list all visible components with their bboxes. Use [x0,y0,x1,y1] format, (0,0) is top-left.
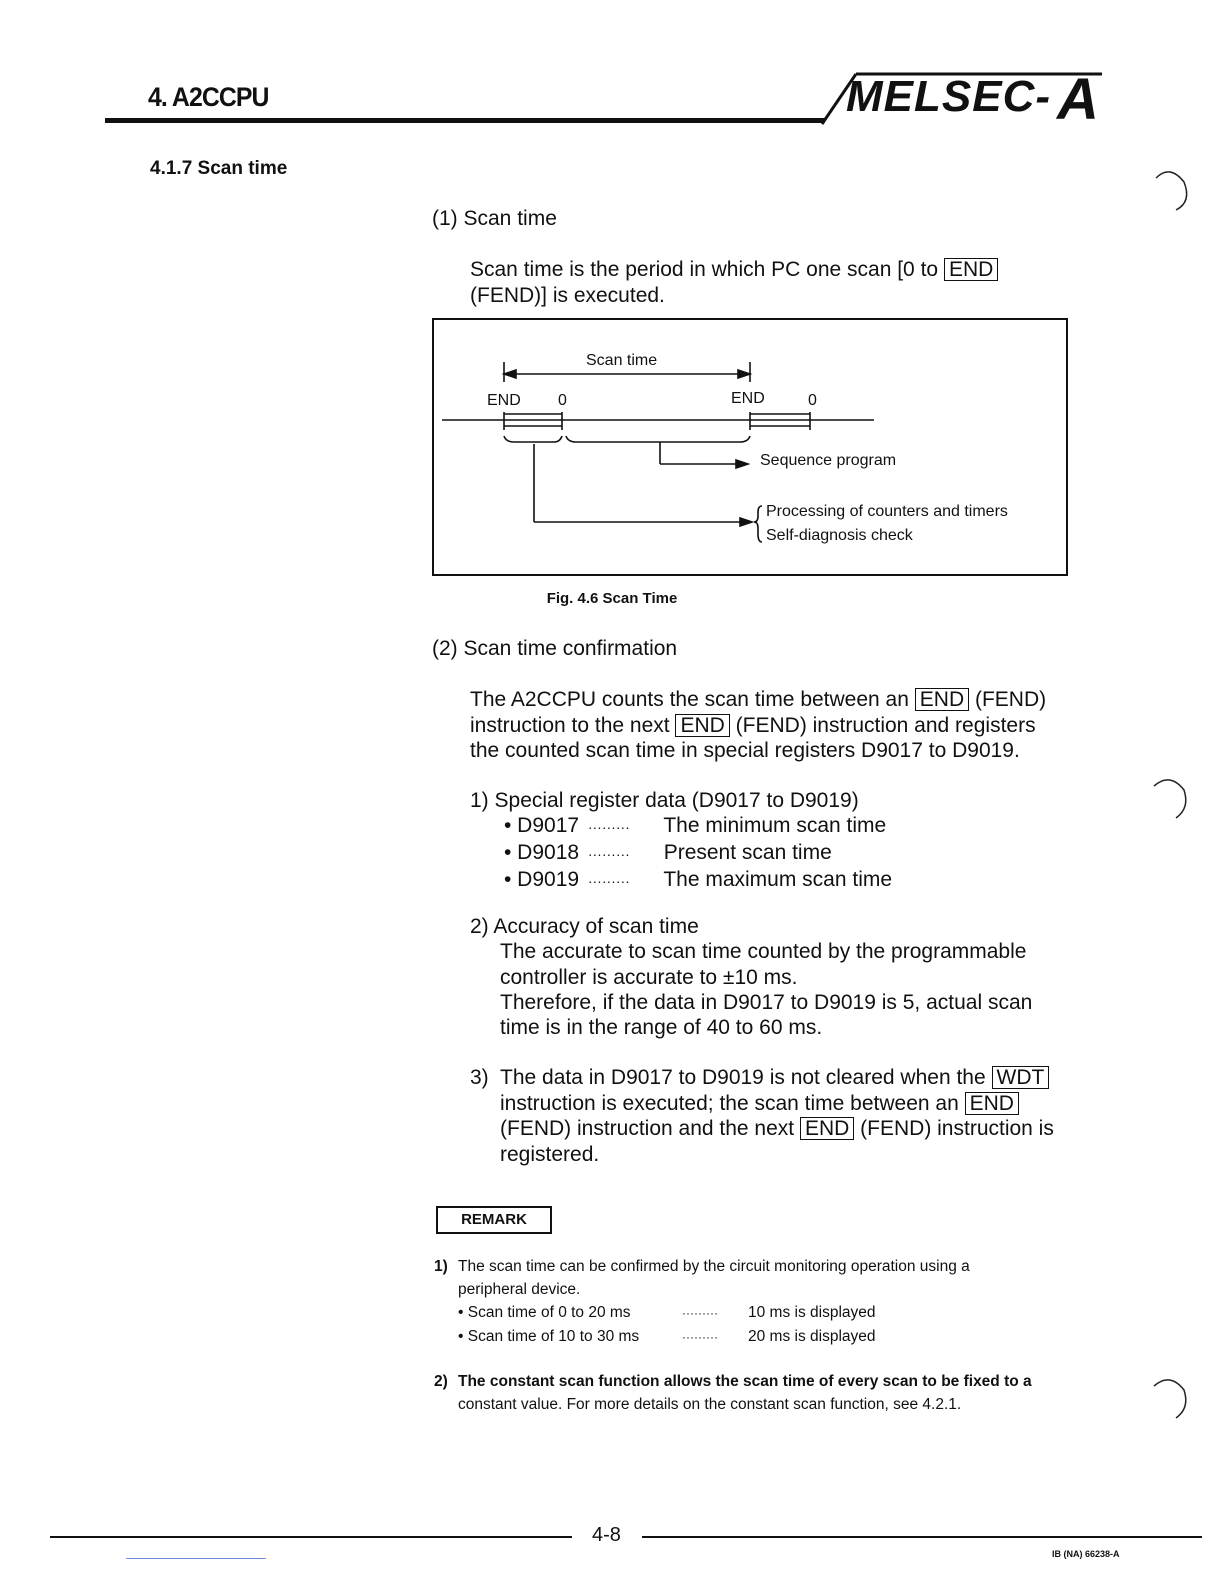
zero-label-1: 0 [558,392,567,409]
binder-hole-icon [1148,774,1194,820]
sub2-line2: controller is accurate to ±10 ms. [500,965,798,989]
logo-a: A [1057,67,1099,132]
remark-bullet-result: 10 ms is displayed [748,1304,876,1321]
register-row [504,840,892,867]
sub3-num: 3) [470,1066,489,1089]
sub3-line3-b: (FEND) instruction is [860,1117,1054,1140]
logo-text: MELSEC- [846,72,1051,121]
sub2-line1: The accurate to scan time counted by the programmable [500,940,1027,964]
part2-line2-a: instruction to the next [470,713,670,737]
part1-paragraph [470,257,1070,308]
sub3-line2: instruction is executed; the scan time between an [500,1091,959,1115]
link-underline [126,1558,266,1559]
part1-title: (1) Scan time [432,207,557,230]
remark-label: REMARK [436,1206,552,1234]
register-row [504,867,892,894]
register-desc: The minimum scan time [663,814,887,837]
remark-bullet-text: • Scan time of 0 to 20 ms [458,1304,631,1321]
leader-dots: ········· [587,819,630,835]
remark-item-num: 2) [434,1373,448,1390]
sub1-title: 1) Special register data (D9017 to D9019) [470,789,859,812]
register-name: • D9019 [504,868,580,891]
binder-hole-icon [1148,1374,1194,1420]
melsec-logo [812,66,1112,132]
wdt-instruction-box: WDT [992,1066,1050,1089]
footer-rule-left [50,1536,572,1538]
part2-title: (2) Scan time confirmation [432,637,678,660]
leader-dots: ········· [682,1330,718,1344]
sub2-line3: Therefore, if the data in D9017 to D9019 is 5, actual scan [500,990,1033,1014]
end-label-1: END [487,392,521,409]
sequence-program-label: Sequence program [760,452,897,469]
sub1-block [470,788,892,894]
end-label-2: END [731,390,765,407]
remark-item-num: 1) [434,1258,448,1275]
part1-text-before: Scan time is the period in which PC one scan [0 to [470,258,939,281]
page-number: 4-8 [592,1524,621,1546]
figure-caption: Fig. 4.6 Scan Time [546,590,678,607]
sub3-block [470,1065,1074,1167]
end-instruction-box: END [800,1117,854,1140]
scan-time-figure [432,318,1068,576]
remark-item1-line1: The scan time can be confirmed by the circuit monitoring operation using a [458,1258,970,1275]
scan-time-label: Scan time [586,352,658,369]
sub2-line4: time is in the range of 40 to 60 ms. [500,1016,823,1040]
binder-hole-icon [1148,168,1194,214]
sub2-block [470,914,1070,1040]
part2-line1-a: The A2CCPU counts the scan time between an [470,688,909,711]
self-diagnosis-label: Self-diagnosis check [766,527,913,544]
register-row [504,813,892,840]
header-rule [105,118,825,123]
section-title: 4.1.7 Scan time [150,158,288,179]
remark-item-1 [434,1255,1074,1349]
zero-label-2: 0 [808,392,817,409]
remark-bullet-result: 20 ms is displayed [748,1328,876,1345]
part2-line3: the counted scan time in special registers D9017 to D9019. [470,739,1020,762]
end-instruction-box: END [965,1092,1019,1115]
register-desc: Present scan time [663,841,832,864]
part2-line1-b: (FEND) [974,688,1047,711]
sub3-line4: registered. [500,1142,600,1166]
footer-rule-right [642,1536,1202,1538]
register-name: • D9017 [504,814,580,837]
end-instruction-box: END [675,714,729,737]
remark-item2-line1: The constant scan function allows the scan time of every scan to be fixed to a [458,1373,1032,1390]
part1-text-after: (FEND)] is executed. [470,283,665,307]
document-code: IB (NA) 66238-A [1052,1549,1120,1559]
remark-item1-line2: peripheral device. [458,1281,581,1298]
part2-line2-b: (FEND) instruction and registers [735,713,1036,737]
sub2-title: 2) Accuracy of scan time [470,915,699,938]
remark-item-2 [434,1370,1074,1416]
remark-bullet [458,1325,1074,1349]
part2-paragraph [470,687,1070,764]
sub3-line1: The data in D9017 to D9019 is not cleared when the [500,1066,986,1089]
remark-bullet [458,1301,1074,1325]
chapter-title: 4. A2CCPU [148,82,269,112]
end-instruction-box: END [915,688,969,711]
scan-time-diagram [434,320,1066,574]
sub3-line3-a: (FEND) instruction and the next [500,1117,795,1140]
register-desc: The maximum scan time [663,868,893,891]
remark-bullet-text: • Scan time of 10 to 30 ms [458,1328,640,1345]
register-name: • D9018 [504,841,580,864]
leader-dots: ········· [587,873,630,889]
leader-dots: ········· [682,1306,718,1320]
end-instruction-box: END [944,258,998,281]
remark-item2-line2: constant value. For more details on the constant scan function, see 4.2.1. [458,1396,962,1413]
leader-dots: ········· [587,846,630,862]
processing-label: Processing of counters and timers [766,503,1008,520]
